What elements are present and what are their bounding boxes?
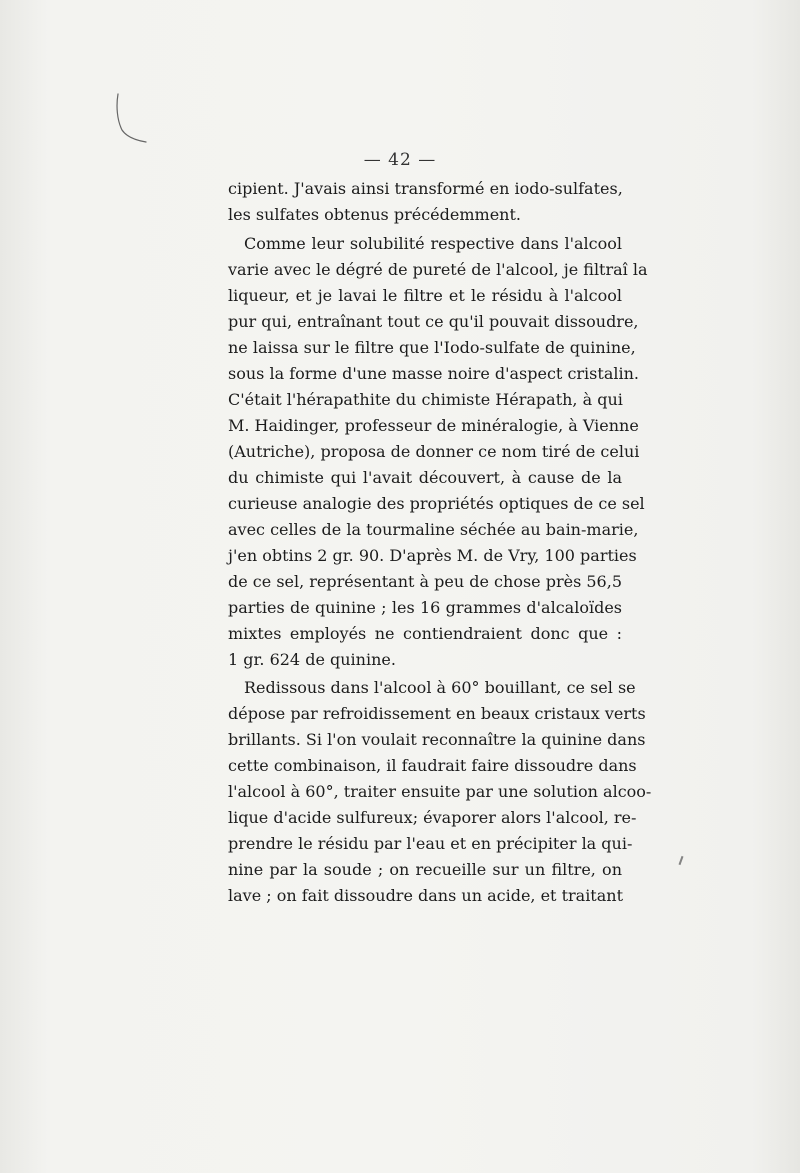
text-line: cette combinaison, il faudrait faire dissoudre dans	[228, 756, 637, 775]
text-line: varie avec le dégré de pureté de l'alcool, je filtraî la	[228, 260, 648, 279]
text-line: curieuse analogie des propriétés optiques de ce sel	[228, 494, 645, 513]
text-line: du chimiste qui l'avait découvert, à cause de la	[228, 468, 622, 487]
text-line: lave ; on fait dissoudre dans un acide, et traitant	[228, 886, 624, 905]
text-line: sous la forme d'une masse noire d'aspect cristalin.	[228, 364, 639, 383]
text-line: M. Haidinger, professeur de minéralogie, à Vienne	[228, 416, 639, 435]
text-line: dépose par refroidissement en beaux cristaux verts	[228, 704, 646, 723]
text-line: (Autriche), proposa de donner ce nom tiré de celui	[228, 442, 640, 461]
text-line: les sulfates obtenus précédemment.	[228, 205, 521, 224]
text-line: j'en obtins 2 gr. 90. D'après M. de Vry, 100 parties	[228, 546, 637, 565]
stray-ink-mark	[679, 856, 684, 865]
text-line: mixtes employés ne contiendraient donc que :	[228, 624, 622, 643]
text-line: liqueur, et je lavai le filtre et le résidu à l'alcool	[228, 286, 622, 305]
text-line: C'était l'hérapathite du chimiste Hérapath, à qui	[228, 390, 623, 409]
text-line: cipient. J'avais ainsi transformé en iodo-sulfates,	[228, 179, 623, 198]
text-line: lique d'acide sulfureux; évaporer alors l'alcool, re-	[228, 808, 637, 827]
text-line: nine par la soude ; on recueille sur un filtre, on	[228, 860, 622, 879]
text-line: 1 gr. 624 de quinine.	[228, 650, 396, 669]
text-line: prendre le résidu par l'eau et en précipiter la qui-	[228, 834, 633, 853]
text-line: l'alcool à 60°, traiter ensuite par une solution alcoo-	[228, 782, 652, 801]
text-line: ne laissa sur le filtre que l'Iodo-sulfate de quinine,	[228, 338, 636, 357]
text-line: Redissous dans l'alcool à 60° bouillant, ce sel se	[244, 678, 636, 697]
text-line: avec celles de la tourmaline séchée au bain-marie,	[228, 520, 639, 539]
page-number: — 42 —	[363, 150, 437, 170]
text-line: de ce sel, représentant à peu de chose près 56,5	[228, 572, 622, 591]
text-line: parties de quinine ; les 16 grammes d'alcaloïdes	[228, 598, 622, 617]
text-line: Comme leur solubilité respective dans l'alcool	[244, 234, 622, 253]
text-line: brillants. Si l'on voulait reconnaître la quinine dans	[228, 730, 646, 749]
text-line: pur qui, entraînant tout ce qu'il pouvait dissoudre,	[228, 312, 639, 331]
pencil-scratch-mark	[112, 92, 152, 144]
